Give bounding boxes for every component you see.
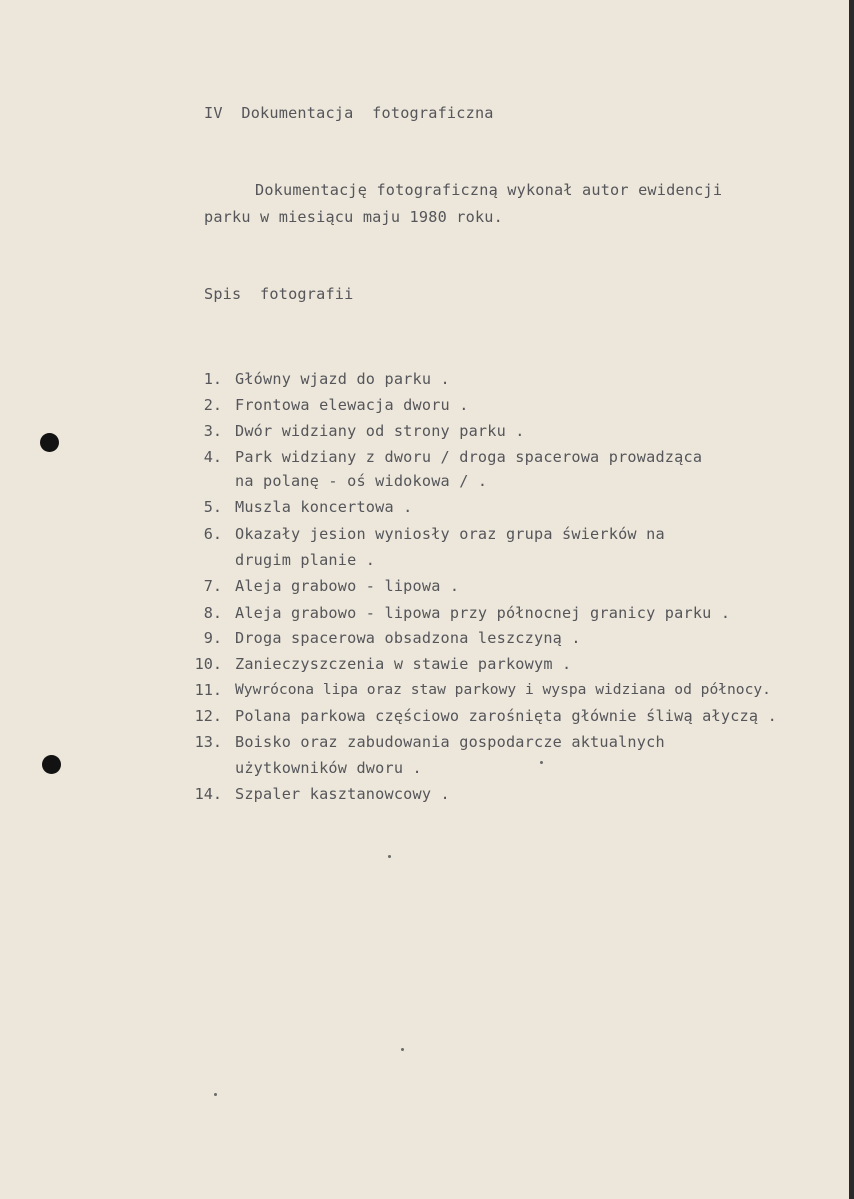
list-item-number: 8.	[203, 604, 222, 622]
list-item-text: Muszla koncertowa .	[235, 498, 413, 516]
list-item-text: Okazały jesion wyniosły oraz grupa świerków na	[235, 525, 665, 543]
list-item-text: Zanieczyszczenia w stawie parkowym .	[235, 655, 572, 673]
list-item-text: Boisko oraz zabudowania gospodarcze aktualnych	[235, 733, 665, 751]
list-item-number: 3.	[203, 422, 222, 440]
paper-speck	[401, 1048, 404, 1051]
list-item-text: Główny wjazd do parku .	[235, 370, 450, 388]
list-item-number: 10.	[194, 655, 222, 673]
punch-hole-upper	[40, 433, 59, 452]
list-item-number: 13.	[194, 733, 222, 751]
list-item-text-continued: drugim planie .	[235, 551, 376, 569]
list-item-text-continued: na polanę - oś widokowa / .	[235, 472, 488, 490]
list-item-text-continued: użytkowników dworu .	[235, 759, 422, 777]
punch-hole-lower	[42, 755, 61, 774]
page-edge-shadow	[849, 0, 854, 1199]
list-item-text: Aleja grabowo - lipowa przy północnej granicy parku .	[235, 604, 731, 622]
paragraph-line-2: parku w miesiącu maju 1980 roku.	[204, 208, 503, 226]
list-item-number: 11.	[194, 681, 222, 699]
list-item-number: 2.	[203, 396, 222, 414]
list-item-number: 1.	[203, 370, 222, 388]
list-item-text: Aleja grabowo - lipowa .	[235, 577, 460, 595]
list-item-text: Polana parkowa częściowo zarośnięta głównie śliwą ałyczą .	[235, 707, 777, 725]
list-item-number: 9.	[203, 629, 222, 647]
list-item-text: Droga spacerowa obsadzona leszczyną .	[235, 629, 581, 647]
list-item-text: Frontowa elewacja dworu .	[235, 396, 469, 414]
list-item-number: 7.	[203, 577, 222, 595]
list-item-text: Wywrócona lipa oraz staw parkowy i wyspa widziana od północy.	[235, 681, 771, 698]
list-item-number: 6.	[203, 525, 222, 543]
paper-speck	[214, 1093, 217, 1096]
section-heading: IV Dokumentacja fotograficzna	[204, 104, 494, 122]
list-item-text: Park widziany z dworu / droga spacerowa prowadząca	[235, 448, 703, 466]
list-item-number: 5.	[203, 498, 222, 516]
list-item-number: 4.	[203, 448, 222, 466]
paper-speck	[540, 761, 543, 764]
list-item-text: Szpaler kasztanowcowy .	[235, 785, 450, 803]
list-item-number: 14.	[194, 785, 222, 803]
list-item-text: Dwór widziany od strony parku .	[235, 422, 525, 440]
list-item-number: 12.	[194, 707, 222, 725]
paper-speck	[388, 855, 391, 858]
list-title: Spis fotografii	[204, 285, 354, 303]
paragraph-line-1: Dokumentację fotograficzną wykonał autor ewidencji	[255, 181, 723, 199]
